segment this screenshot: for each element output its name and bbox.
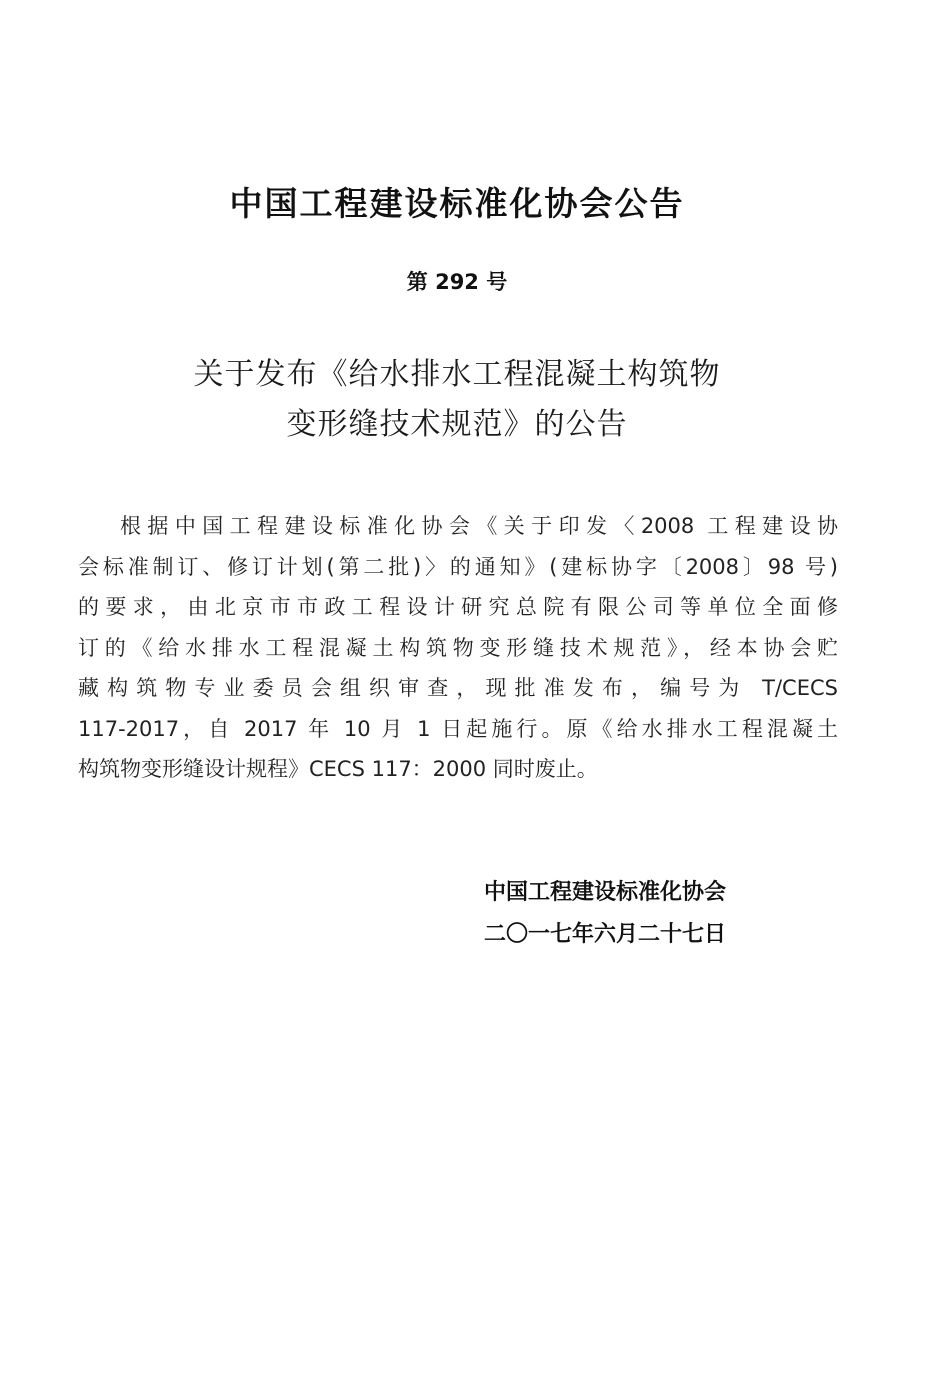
notice-number: 第 292 号 bbox=[406, 270, 508, 294]
body-line-3: 的要求，由北京市市政工程设计研究总院有限公司等单位全面修 bbox=[78, 595, 838, 619]
body-line-4: 订的《给水排水工程混凝土构筑物变形缝技术规范》，经本协会贮 bbox=[78, 635, 838, 660]
signature-date: 二〇一七年六月二十七日 bbox=[484, 922, 727, 947]
body-line-2: 会标准制订、修订计划(第二批)〉的通知》(建标协字〔2008〕98 号) bbox=[78, 554, 838, 579]
body-line-6: 117-2017，自 2017 年 10 月 1 日起施行。原《给水排水工程混凝土 bbox=[78, 716, 838, 741]
signature-block bbox=[484, 872, 804, 956]
announcement-body bbox=[78, 506, 838, 790]
org-title: 中国工程建设标准化协会公告 bbox=[229, 184, 685, 223]
signature-organization: 中国工程建设标准化协会 bbox=[484, 880, 727, 905]
body-line-5: 藏构筑物专业委员会组织审查，现批准发布，编号为 T/CECS bbox=[78, 676, 838, 700]
body-line-1: 根据中国工程建设标准化协会《关于印发〈2008 工程建设协 bbox=[120, 514, 838, 538]
subject-line-1: 关于发布《给水排水工程混凝土构筑物 bbox=[193, 357, 721, 392]
body-line-7: 构筑物变形缝设计规程》CECS 117：2000 同时废止。 bbox=[78, 757, 598, 781]
subject-line-2: 变形缝技术规范》的公告 bbox=[286, 407, 628, 442]
announcement-subject bbox=[0, 350, 914, 450]
